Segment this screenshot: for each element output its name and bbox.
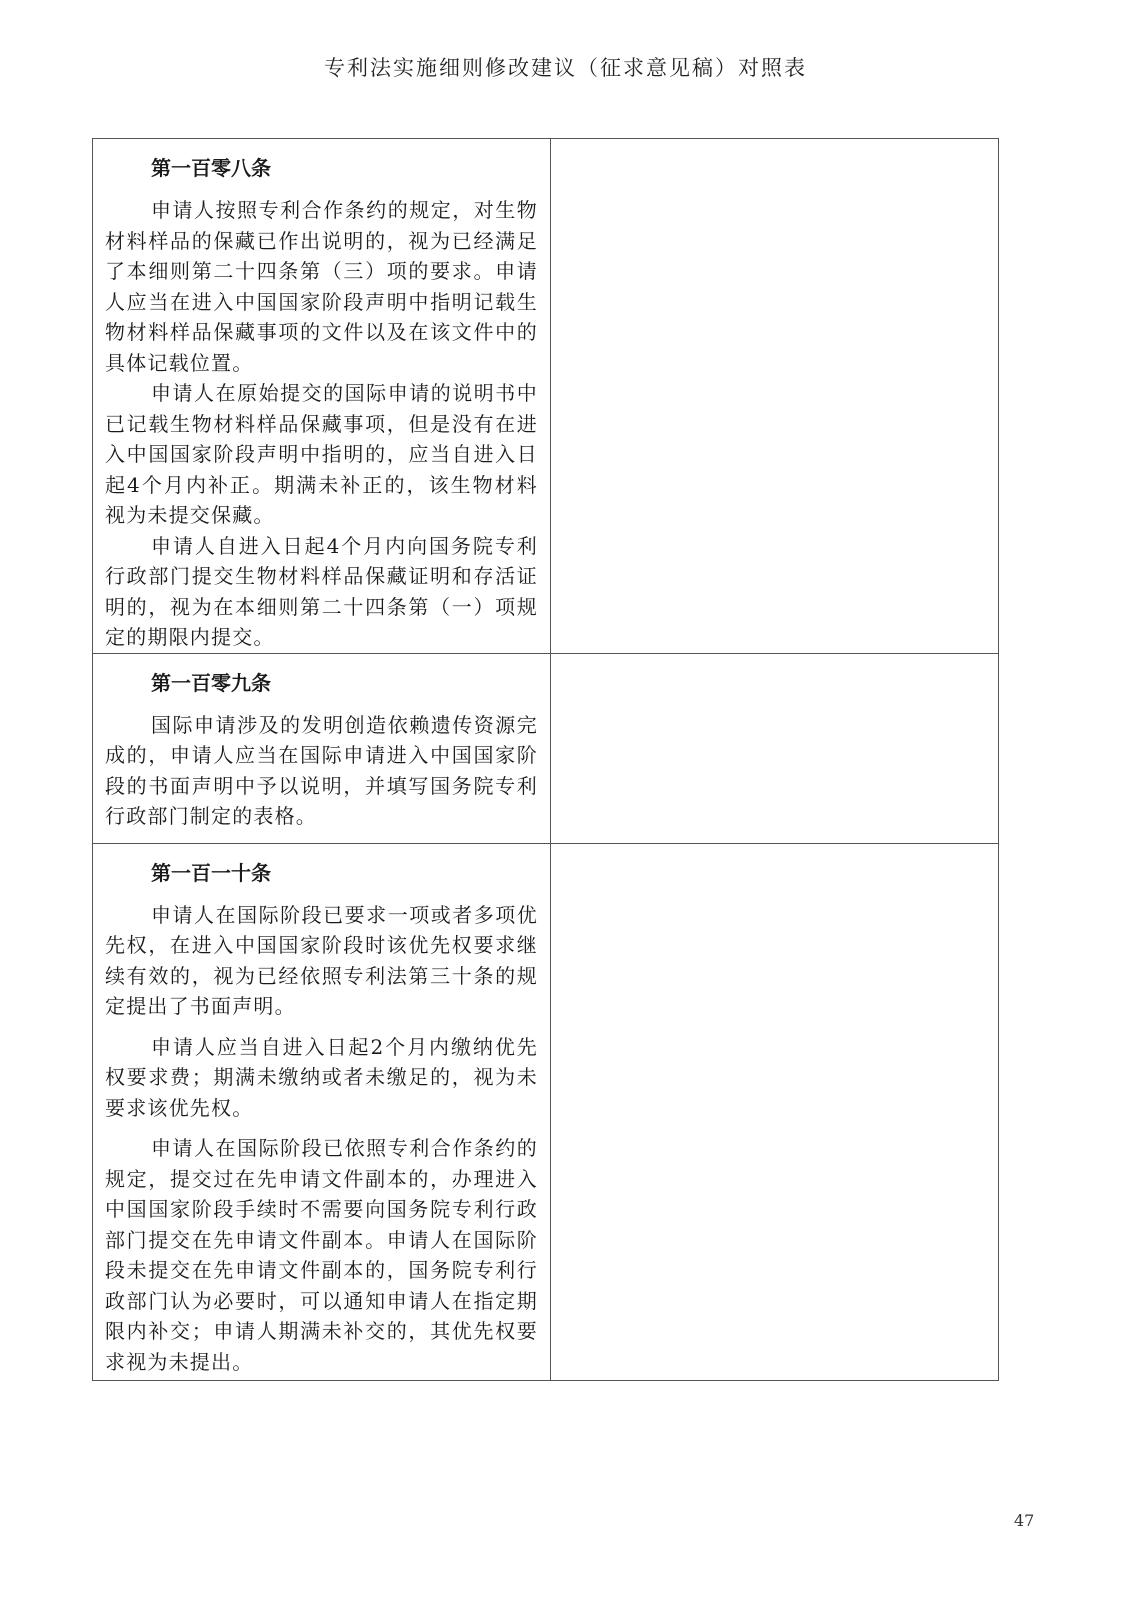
original-text-cell — [93, 653, 551, 843]
article-paragraph: 申请人自进入日起4个月内向国务院专利行政部门提交生物材料样品保藏证明和存活证明的，视为在本细则第二十四条第（一）项规定的期限内提交。 — [105, 533, 538, 649]
original-text-cell — [93, 843, 551, 1380]
proposed-text-cell — [551, 843, 999, 1380]
original-text-cell — [93, 139, 551, 654]
article-paragraph: 申请人按照专利合作条约的规定，对生物材料样品的保藏已作出说明的，视为已经满足了本细则第二十四条第（三）项的要求。申请人应当在进入中国国家阶段声明中指明记载生物材料样品保藏事项的文件以及在该文件中的具体记载位置。 — [105, 198, 538, 375]
proposed-text-cell — [551, 139, 999, 654]
article-paragraph: 国际申请涉及的发明创造依赖遗传资源完成的，申请人应当在国际申请进入中国国家阶段的书面声明中予以说明，并填写国务院专利行政部门制定的表格。 — [105, 712, 538, 828]
article-title: 第一百零九条 — [151, 670, 271, 695]
page-number: 47 — [1014, 1511, 1035, 1530]
table-row — [93, 653, 999, 843]
table-row — [93, 139, 999, 654]
page-header: 专利法实施细则修改建议（征求意见稿）对照表 — [324, 56, 807, 80]
article-paragraph: 申请人应当自进入日起2个月内缴纳优先权要求费；期满未缴纳或者未缴足的，视为未要求该优先权。 — [105, 1034, 538, 1120]
table-row — [93, 843, 999, 1380]
article-paragraph: 申请人在国际阶段已要求一项或者多项优先权，在进入中国国家阶段时该优先权要求继续有效的，视为已经依照专利法第三十条的规定提出了书面声明。 — [105, 902, 538, 1018]
proposed-text-cell — [551, 653, 999, 843]
article-paragraph: 申请人在原始提交的国际申请的说明书中已记载生物材料样品保藏事项，但是没有在进入中国国家阶段声明中指明的，应当自进入日起4个月内补正。期满未补正的，该生物材料视为未提交保藏。 — [105, 381, 538, 527]
article-paragraph: 申请人在国际阶段已依照专利合作条约的规定，提交过在先申请文件副本的，办理进入中国国家阶段手续时不需要向国务院专利行政部门提交在先申请文件副本。申请人在国际阶段未提交在先申请文件副本的，国务院专利行政部门认为必要时，可以通知申请人在指定期限内补交；申请人期满未补交的，其优先权要求视为未提出。 — [105, 1136, 538, 1374]
article-title: 第一百零八条 — [151, 156, 271, 180]
article-title: 第一百一十条 — [151, 860, 271, 885]
comparison-table — [92, 138, 999, 1381]
